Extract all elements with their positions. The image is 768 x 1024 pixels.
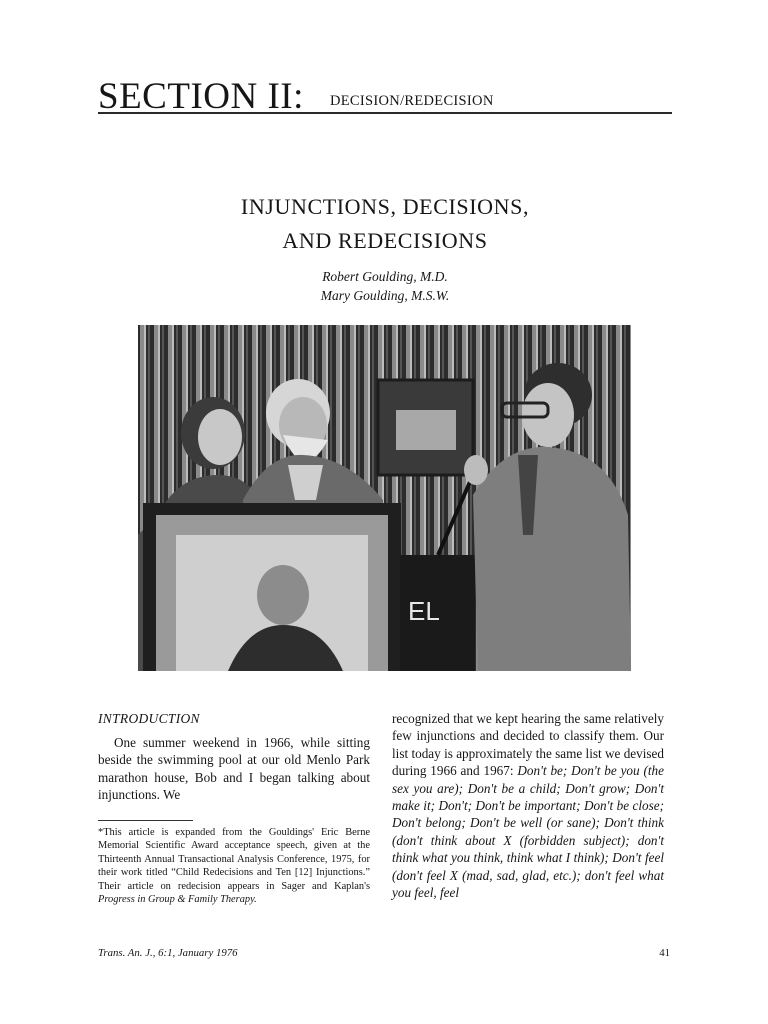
left-column	[98, 710, 370, 804]
young-man-hand	[464, 455, 488, 485]
footnote	[98, 826, 370, 906]
portrait-face	[257, 565, 309, 625]
introduction-heading: INTRODUCTION	[98, 711, 200, 726]
award-photo	[138, 325, 631, 671]
woman-face	[198, 409, 242, 465]
footnote-rule	[98, 820, 193, 821]
footnote-book-title: Progress in Group & Family Therapy.	[98, 894, 257, 906]
section-header	[98, 78, 672, 118]
section-label: SECTION II:	[98, 76, 304, 117]
podium-sign-text: EL	[408, 596, 440, 626]
injunctions-paragraph	[392, 710, 664, 901]
author-2: Mary Goulding, M.S.W.	[320, 288, 450, 303]
injunctions-intro: recognized that we kept hearing the same relatively few injunctions and decided to classify them. Our list today is approximately the same list we devised during 1966 and 1967:	[392, 711, 664, 779]
author-1: Robert Goulding, M.D.	[322, 269, 448, 284]
page-number: 41	[659, 947, 670, 959]
right-column	[392, 710, 664, 901]
journal-citation: Trans. An. J., 6:1, January 1976	[98, 947, 238, 959]
plaque-plate	[396, 410, 456, 450]
young-man-jacket	[473, 447, 631, 671]
injunctions-list: Don't be; Don't be you (the sex you are); Don't be a child; Don't grow; Don't make it; Don't; Don't be important; Don't be close; Don't belong; Don't be well (or sane); Don't think (don't think about X (forbidden subject); don't think what you think, think what I think); Don't feel (don't feel X (mad, sad, glad, etc.); don't feel what you feel, feel	[392, 763, 664, 901]
intro-paragraph: One summer weekend in 1966, while sitting beside the swimming pool at our old Menlo Park marathon house, Bob and I began talking about injunctions. We	[98, 735, 370, 803]
footnote-text: *This article is expanded from the Gouldings' Eric Berne Memorial Scientific Award acceptance speech, given at the Thirteenth Annual Transactional Analysis Conference, 1975, for their work titled “Child Redecisions and Ten [12] Injunctions.” Their article on redecision appears in Sager and Kaplan's	[98, 827, 370, 892]
article-title-line-2: AND REDECISIONS	[282, 228, 488, 253]
header-rule	[98, 112, 672, 114]
article-title-line-1: INJUNCTIONS, DECISIONS,	[240, 194, 530, 219]
section-subtitle: DECISION/REDECISION	[330, 93, 494, 109]
